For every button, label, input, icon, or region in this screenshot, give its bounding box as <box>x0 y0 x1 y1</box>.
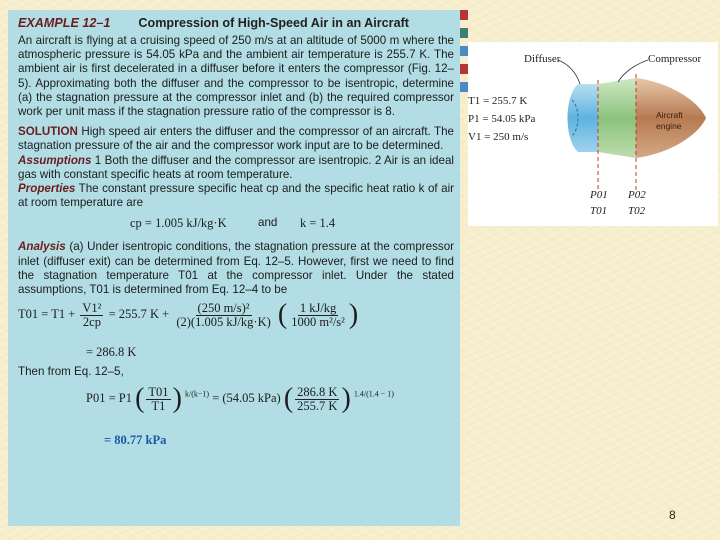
diffuser-body <box>568 84 599 152</box>
analysis-paragraph <box>18 240 454 297</box>
eq2-frac2-num: 286.8 K <box>297 384 338 399</box>
assumptions-paragraph <box>18 154 454 182</box>
eq2-open-paren-1: ( <box>135 383 145 415</box>
eq2-frac2-den: 255.7 K <box>297 398 338 413</box>
engine-label-2: engine <box>656 121 682 131</box>
stripe-block-4 <box>460 64 468 74</box>
stripe-block-2 <box>460 28 468 38</box>
compressor-body <box>598 78 636 158</box>
and-word: and <box>258 216 278 230</box>
eq2-open-paren-2: ( <box>283 383 294 415</box>
equation-stagnation-pressure <box>18 379 454 459</box>
k-value: k = 1.4 <box>300 216 336 231</box>
engine-label-1: Aircraft <box>656 110 683 120</box>
eq2-frac1-den: T1 <box>151 398 166 413</box>
eq1-mid: = 255.7 K + <box>108 307 170 322</box>
eq1-frac1-num: V1² <box>82 300 102 315</box>
problem-statement: An aircraft is flying at a cruising speed of 250 m/s at an altitude of 5000 m where the atmospheric pressure is 54.05 kPa and the ambient air temperature is 255.7 K. The ambient air is first decelerated in a diffuser before it enters the compressor (Fig. 12–5). Approximating both the diffuser and the compressor to be isentropic, determine (a) the stagnation pressure at the compressor inlet and (b) the required compressor work per unit mass if the stagnation pressure ratio of the compressor is 8. <box>18 34 454 119</box>
then-text: Then from Eq. 12–5, <box>18 365 124 379</box>
eq2-line <box>86 385 394 413</box>
solution-text: High speed air enters the diffuser and the compressor of an aircraft. The stagnation pressure of the air and the compressor work input are to be determined. <box>18 125 454 153</box>
properties-text: The constant pressure specific heat cp and the specific heat ratio k of air at room temperature are <box>18 182 455 210</box>
stripe-block-3 <box>460 46 468 56</box>
example-number: EXAMPLE 12–1 <box>18 16 111 30</box>
stripe-block-5 <box>460 82 468 92</box>
eq1-fraction-values <box>174 302 272 329</box>
diffuser-pointer <box>558 60 580 84</box>
eq1-frac1-den: 2cp <box>82 314 101 329</box>
p1-label: P1 = 54.05 kPa <box>468 113 536 125</box>
p02-label: P02 <box>628 189 646 201</box>
eq1-frac3-den: 1000 m²/s² <box>291 314 345 329</box>
v1-label: V1 = 250 m/s <box>468 131 529 143</box>
assumptions-text: 1 Both the diffuser and the compressor are isentropic. 2 Air is an ideal gas with constant specific heats at room temperature. <box>18 153 454 181</box>
textbook-page <box>8 10 460 526</box>
stripe-block-1 <box>460 10 468 20</box>
eq2-result: = 80.77 kPa <box>104 433 167 448</box>
eq1-fraction-velocity <box>80 302 103 329</box>
analysis-label: Analysis <box>18 240 66 254</box>
properties-equation <box>18 210 454 236</box>
eq2-mid: = (54.05 kPa) <box>212 391 281 406</box>
analysis-text: (a) Under isentropic conditions, the stagnation pressure at the compressor inlet (diffuser exit) can be determined from Eq. 12–5. However, first we need to find the stagnation temperature T01 at the compressor inlet. Under the stated assumptions, T01 is determined from Eq. 12–4 to be <box>18 240 454 297</box>
color-stripe <box>460 10 468 526</box>
eq2-fraction-temps <box>146 386 170 413</box>
equation-stagnation-temperature <box>18 297 454 365</box>
eq1-lhs: T01 = T1 + <box>18 307 76 322</box>
eq1-line <box>18 301 358 329</box>
eq2-lhs: P01 = P1 <box>86 391 132 406</box>
aircraft-engine-figure <box>468 42 718 226</box>
eq2-frac1-num: T01 <box>148 384 169 399</box>
eq2-fraction-values <box>295 386 339 413</box>
engine-diagram <box>468 42 718 226</box>
p01-label: P01 <box>590 189 608 201</box>
solution-label: SOLUTION <box>18 125 78 139</box>
eq1-frac3-num: 1 kJ/kg <box>299 300 337 315</box>
eq1-frac2-den: (2)(1.005 kJ/kg·K) <box>176 314 271 329</box>
eq2-close-paren-2: ) <box>341 383 351 415</box>
eq2-exponent-1: k/(k−1) <box>185 390 210 400</box>
eq1-close-paren: ) <box>348 299 359 331</box>
assumptions-label: Assumptions <box>18 153 92 167</box>
t01-label: T01 <box>590 205 608 217</box>
eq1-fraction-units <box>289 302 347 329</box>
eq2-close-paren-1: ) <box>172 383 182 415</box>
cp-value: cp = 1.005 kJ/kg·K <box>130 216 227 231</box>
example-title: Compression of High-Speed Air in an Aircraft <box>138 16 409 30</box>
diffuser-label: Diffuser <box>524 53 561 65</box>
page-number: 8 <box>669 508 676 522</box>
eq1-result: = 286.8 K <box>86 345 137 360</box>
eq1-open-paren: ( <box>277 299 288 331</box>
compressor-label: Compressor <box>648 53 702 65</box>
properties-paragraph <box>18 182 454 210</box>
properties-label: Properties <box>18 182 76 196</box>
solution-paragraph <box>18 125 454 153</box>
eq1-frac2-num: (250 m/s)² <box>197 300 250 315</box>
eq2-exponent-2: 1.4/(1.4 − 1) <box>353 390 394 400</box>
t02-label: T02 <box>628 205 646 217</box>
t1-label: T1 = 255.7 K <box>468 95 528 107</box>
example-header <box>18 16 454 30</box>
